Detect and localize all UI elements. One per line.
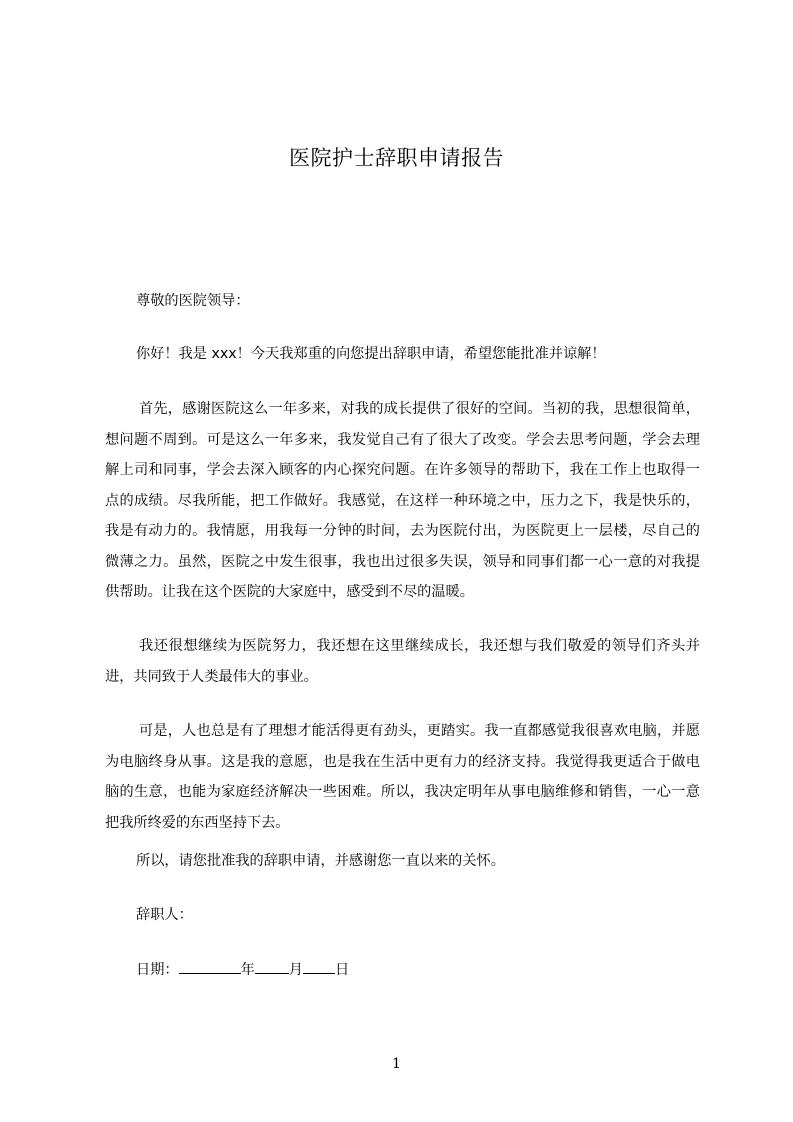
date-label: 日期： [136,962,179,978]
date-year-label: 年 [240,962,255,978]
body-paragraph-1: 首先，感谢医院这么一年多来，对我的成长提供了很好的空间。当初的我，思想很简单，想问题不周到。可是这么一年多来，我发觉自己有了很大了改变。学会去思考问题，学会去理解上司和同事，学会去深入顾客的内心探究问题。在许多领导的帮助下，我在工作上也取得一点的成绩。尽我所能，把工作做好。我感觉，在这样一种环境之中，压力之下，我是快乐的，我是有动力的。我情愿，用我每一分钟的时间，去为医院付出，为医院更上一层楼，尽自己的微薄之力。虽然，医院之中发生很事，我也出过很多失误，领导和同事们都一心一意的对我提供帮助。让我在这个医院的大家庭中，感受到不尽的温暖。 [105,401,700,600]
date-line [136,959,349,980]
page-number: 1 [392,1056,401,1072]
greeting: 你好！我是 xxx！今天我郑重的向您提出辞职申请，希望您能批准并谅解！ [136,346,606,362]
salutation: 尊敬的医院领导： [136,293,250,309]
document-title: 医院护士辞职申请报告 [289,146,504,170]
closing-line: 所以，请您批准我的辞职申请，并感谢您一直以来的关怀。 [136,853,505,869]
signer-label: 辞职人： [136,907,193,923]
body-paragraph-2: 我还很想继续为医院努力，我还想在这里继续成长，我还想与我们敬爱的领导们齐头并进，共同致于人类最伟大的事业。 [105,638,700,685]
month-blank [255,959,289,974]
date-day-label: 日 [334,962,350,978]
year-blank [179,959,241,974]
date-month-label: 月 [288,962,303,978]
day-blank [303,959,335,974]
body-paragraph-3: 可是，人也总是有了理想才能活得更有劲头，更踏实。我一直都感觉我很喜欢电脑，并愿为电脑终身从事。这是我的意愿，也是我在生活中更有力的经济支持。我觉得我更适合于做电脑的生意，也能为家庭经济解决一些困难。所以，我决定明年从事电脑维修和销售，一心一意把我所终爱的东西坚持下去。 [105,723,700,831]
